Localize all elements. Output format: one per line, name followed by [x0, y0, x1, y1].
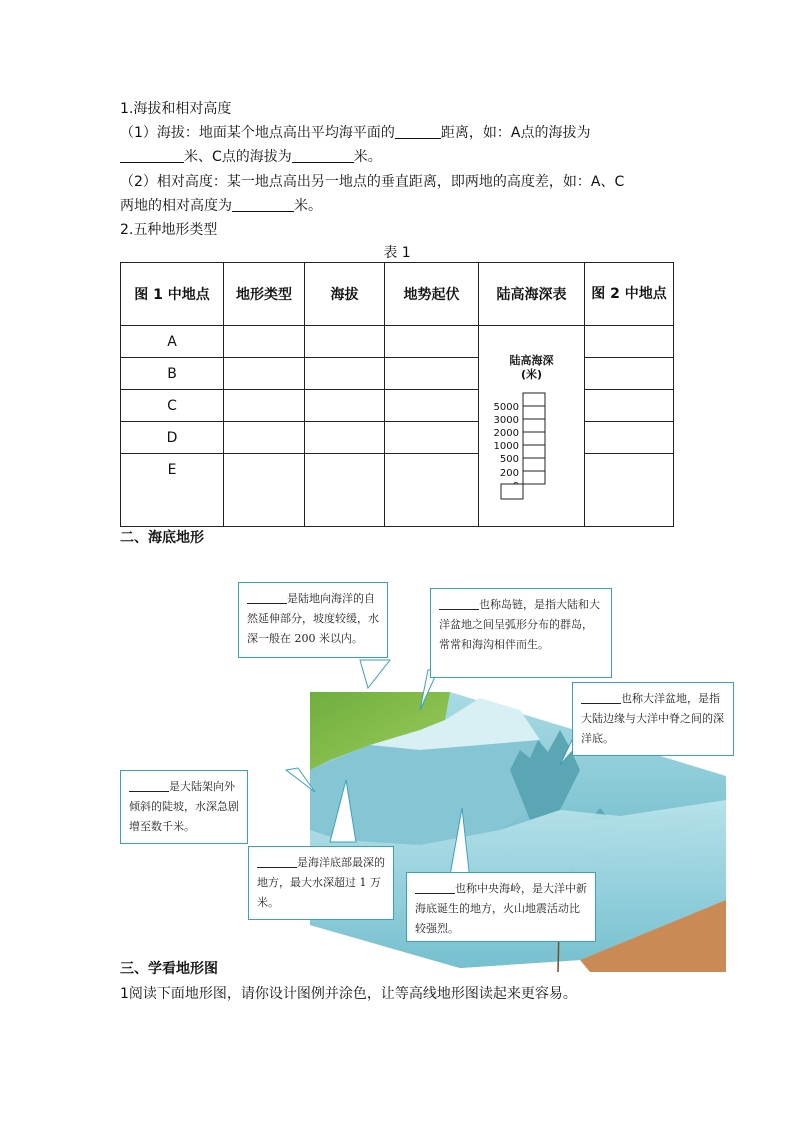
section-3-heading: 三、学看地形图 [120, 961, 218, 977]
gauge-box[interactable] [523, 432, 545, 445]
gauge-tick-label: 500 [499, 454, 519, 465]
gauge-box[interactable] [523, 419, 545, 432]
relative-height-definition: （2）相对高度：某一地点高出另一地点的垂直距离，即两地的高度差，如：A、C [120, 174, 625, 190]
answer-blank[interactable] [257, 855, 297, 868]
header-figure2-location: 图 2 中地点 [585, 263, 674, 326]
row-label: E [121, 454, 224, 527]
header-gauge: 陆高海深表 [479, 263, 585, 326]
answer-cell[interactable] [385, 422, 479, 454]
altitude-definition-cont: 米、C点的海拔为 米。 [120, 145, 382, 169]
answer-cell[interactable] [585, 390, 674, 422]
answer-cell[interactable] [224, 422, 305, 454]
answer-cell[interactable] [224, 454, 305, 527]
answer-blank[interactable] [120, 148, 184, 163]
answer-blank[interactable] [581, 691, 621, 704]
gauge-box[interactable] [523, 458, 545, 471]
gauge-box[interactable] [523, 445, 545, 458]
gauge-box[interactable] [523, 406, 545, 419]
answer-blank[interactable] [395, 124, 441, 139]
table-row [121, 422, 674, 454]
callout-trench: 是海洋底部最深的地方，最大水深超过 1 万米。 [248, 846, 394, 920]
answer-cell[interactable] [305, 358, 385, 390]
gauge-title: 陆高海深 (米) [509, 354, 554, 381]
answer-blank[interactable] [292, 148, 354, 163]
callout-island-arc: 也称岛链，是指大陆和大洋盆地之间呈弧形分布的群岛，常常和海沟相伴而生。 [430, 588, 612, 678]
answer-cell[interactable] [305, 390, 385, 422]
gauge-tick-label: 1000 [493, 441, 519, 452]
answer-cell[interactable] [585, 326, 674, 358]
table-row [121, 390, 674, 422]
gauge-tick-label: 2000 [493, 428, 519, 439]
answer-cell[interactable] [385, 326, 479, 358]
row-label: A [121, 326, 224, 358]
table-header-row [121, 263, 674, 326]
callout-continental-slope: 是大陆架向外倾斜的陡坡，水深急剧增至数千米。 [120, 770, 248, 844]
answer-cell[interactable] [385, 390, 479, 422]
answer-blank[interactable] [439, 597, 479, 610]
section-1-subtitle: 2.五种地形类型 [120, 222, 218, 238]
seafloor-figure [120, 580, 730, 975]
row-label: D [121, 422, 224, 454]
header-altitude: 海拔 [305, 263, 385, 326]
gauge-box[interactable] [523, 471, 545, 484]
table-row [121, 454, 674, 527]
elevation-gauge [493, 390, 557, 505]
table-caption: 表 1 [383, 245, 411, 261]
gauge-tick-label: 5000 [493, 402, 519, 413]
answer-blank[interactable] [247, 591, 287, 604]
gauge-box[interactable] [523, 393, 545, 406]
answer-blank[interactable] [129, 779, 169, 792]
answer-cell[interactable] [224, 390, 305, 422]
answer-cell[interactable] [585, 454, 674, 527]
callout-pointer [360, 660, 390, 688]
answer-cell[interactable] [224, 358, 305, 390]
relative-height-definition-cont: 两地的相对高度为 米。 [120, 198, 322, 214]
gauge-tick-label: 200 [499, 468, 519, 479]
gauge-tick-label: 3000 [493, 415, 519, 426]
header-terrain-type: 地形类型 [224, 263, 305, 326]
altitude-definition: （1）海拔：地面某个地点高出平均海平面的 距离，如：A点的海拔为 [120, 125, 591, 141]
header-relief: 地势起伏 [385, 263, 479, 326]
row-label: C [121, 390, 224, 422]
answer-cell[interactable] [385, 358, 479, 390]
section-1-title: 1.海拔和相对高度 [120, 101, 232, 117]
elevation-gauge-cell [479, 326, 585, 527]
answer-blank[interactable] [232, 197, 294, 212]
section-3-instruction: 1阅读下面地形图，请你设计图例并涂色，让等高线地形图读起来更容易。 [120, 986, 577, 1002]
answer-cell[interactable] [305, 454, 385, 527]
row-label: B [121, 358, 224, 390]
answer-cell[interactable] [585, 422, 674, 454]
terrain-table [120, 262, 674, 527]
callout-continental-shelf: 是陆地向海洋的自然延伸部分，坡度较缓，水深一般在 200 米以内。 [238, 582, 388, 658]
table-row [121, 358, 674, 390]
answer-cell[interactable] [305, 326, 385, 358]
answer-cell[interactable] [385, 454, 479, 527]
answer-blank[interactable] [415, 881, 455, 894]
callout-ocean-basin: 也称大洋盆地，是指大陆边缘与大洋中脊之间的深洋底。 [572, 682, 734, 756]
gauge-box[interactable] [501, 484, 523, 499]
answer-cell[interactable] [305, 422, 385, 454]
answer-cell[interactable] [585, 358, 674, 390]
callout-mid-ocean-ridge: 也称中央海岭，是大洋中新海底诞生的地方，火山地震活动比较强烈。 [406, 872, 596, 942]
header-location: 图 1 中地点 [121, 263, 224, 326]
section-2-heading: 二、海底地形 [120, 530, 204, 546]
answer-cell[interactable] [224, 326, 305, 358]
table-row [121, 326, 674, 358]
